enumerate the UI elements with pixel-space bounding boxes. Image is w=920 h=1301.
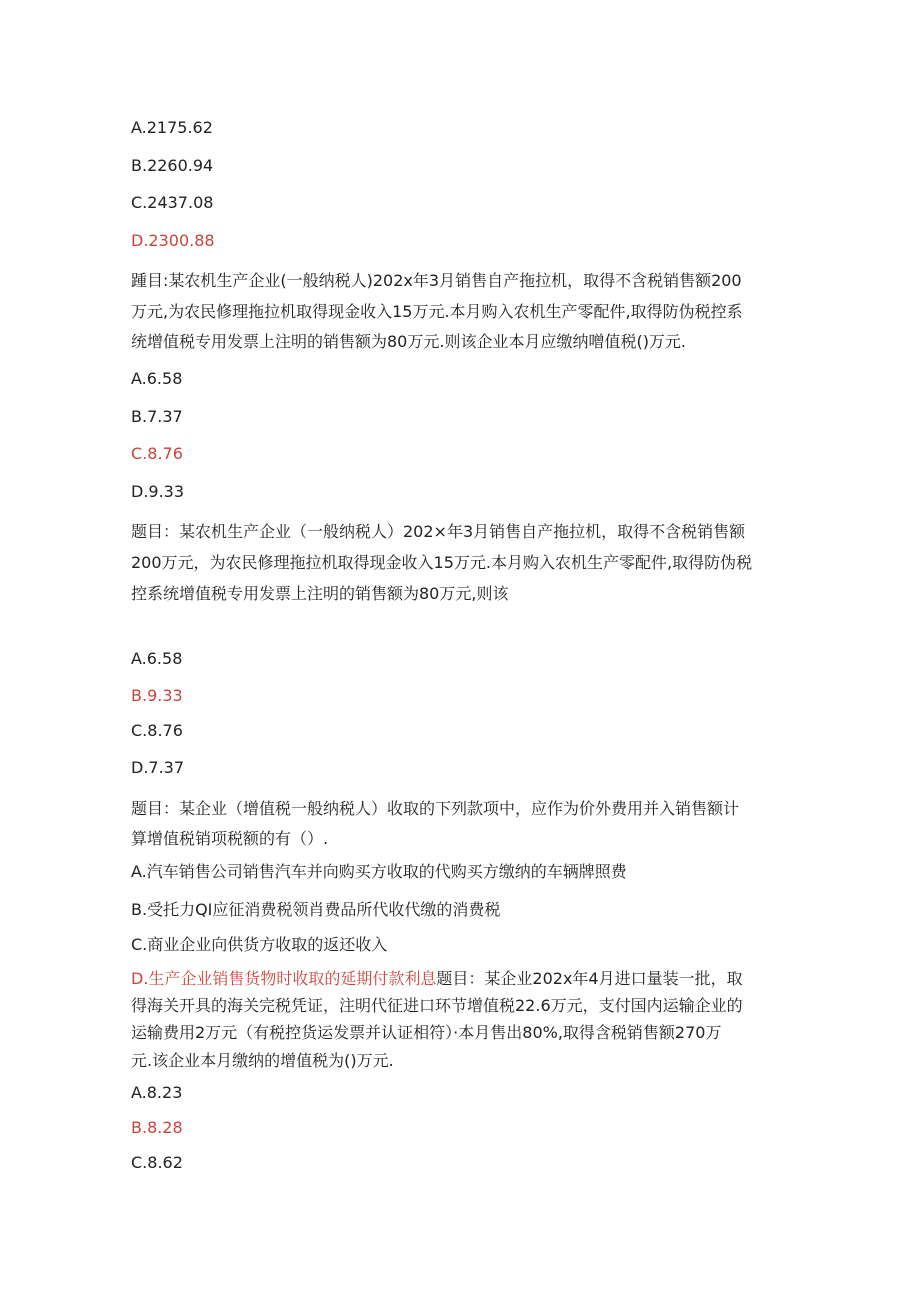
- q3-option-b-answer: B.9.33: [131, 686, 183, 705]
- q3-option-c: C.8.76: [131, 721, 183, 740]
- q2-stem-line: 踵目:某农机生产企业(一般纳税人)202x年3月销售自产拖拉机，取得不含税销售额200: [131, 271, 742, 290]
- q3-option-a: A.6.58: [131, 649, 183, 668]
- q3-stem-line: 题目：某农机生产企业（一般纳税人）202×年3月销售自产拖拉机，取得不含税销售额: [131, 522, 746, 541]
- q4-stem-line: 算增值税销项税额的有（）.: [131, 829, 329, 848]
- q5-option-c: C.8.62: [131, 1153, 183, 1172]
- q2-option-b: B.7.37: [131, 407, 183, 426]
- q2-stem-line: 万元,为农民修理拖拉机取得现金收入15万元.本月购入农机生产零配件,取得防伪税控系: [131, 302, 743, 321]
- q4-option-c: C.商业企业向供货方收取的返还收入: [131, 935, 388, 954]
- q2-option-c-answer: C.8.76: [131, 444, 183, 463]
- q2-option-a: A.6.58: [131, 369, 183, 388]
- q1-option-d-answer: D.2300.88: [131, 231, 215, 250]
- q5-option-b-answer: B.8.28: [131, 1118, 183, 1137]
- q5-stem-line: 运输费用2万元（有税控货运发票并认证相符）·本月售出80%,取得含税销售额270万: [131, 1023, 722, 1042]
- q1-option-c: C.2437.08: [131, 193, 214, 212]
- q5-stem-line: 得海关开具的海关完税凭证，注明代征进口环节增值税22.6万元，支付国内运输企业的: [131, 996, 743, 1015]
- q4-option-a: A.汽车销售公司销售汽车并向购买方收取的代购买方缴纳的车辆牌照费: [131, 862, 627, 881]
- q5-stem-start: 题目：某企业202x年4月进口量装一批，取: [436, 969, 743, 988]
- q2-stem-line: 统增值税专用发票上注明的销售额为80万元.则该企业本月应缴纳噌值税()万元.: [131, 332, 687, 351]
- q3-option-d: D.7.37: [131, 758, 185, 777]
- q5-option-a: A.8.23: [131, 1083, 183, 1102]
- q4-answer-and-q5-stem-line: [131, 968, 743, 990]
- q4-option-b: B.受托力QI应征消费税领肖费品所代收代缴的消费税: [131, 900, 501, 919]
- q2-option-d: D.9.33: [131, 482, 185, 501]
- q1-option-a: A.2175.62: [131, 118, 213, 137]
- q3-stem-line: 200万元，为农民修理拖拉机取得现金收入15万元.本月购入农机生产零配件,取得防伪税: [131, 553, 753, 572]
- q4-option-d-answer: D.生产企业销售货物时收取的延期付款利息: [131, 969, 437, 988]
- q1-option-b: B.2260.94: [131, 156, 214, 175]
- q5-stem-line: 元.该企业本月缴纳的增值税为()万元.: [131, 1051, 394, 1070]
- q4-stem-line: 题目：某企业（增值税一般纳税人）收取的下列款项中，应作为价外费用并入销售额计: [131, 799, 740, 818]
- q3-stem-line: 控系统增值税专用发票上注明的销售额为80万元,则该: [131, 584, 509, 603]
